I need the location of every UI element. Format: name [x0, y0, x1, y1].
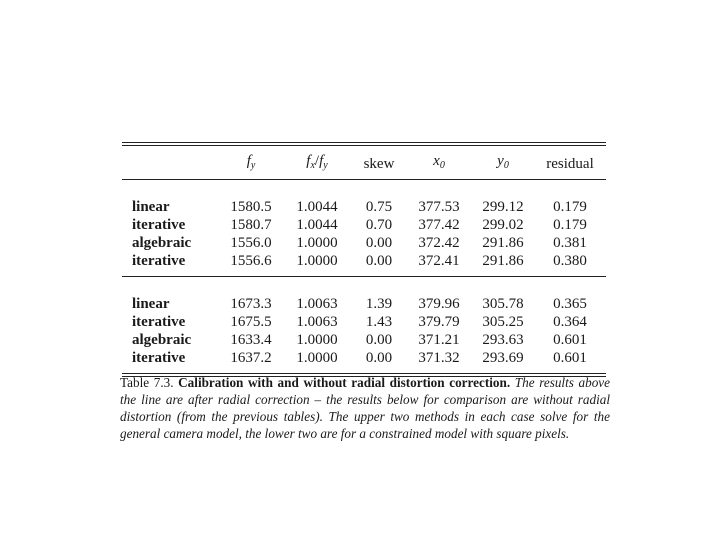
cell-fx-over-fy: 1.0000: [296, 350, 338, 366]
cell-fx-over-fy: 1.0000: [296, 332, 338, 348]
group-padding: [122, 180, 606, 198]
cell-fy: 1675.5: [230, 314, 272, 330]
data-table: [122, 146, 606, 179]
cell-x0: 379.96: [418, 296, 460, 312]
cell-fy: 1556.0: [230, 235, 272, 251]
cell-y0: 305.25: [482, 314, 524, 330]
caption-body: The results above the line are after radial correction – the results below for comparison are without radial distortion (from the previous tables). The upper two methods in each case solve for the general camera model, the lower two are for a constrained model with square pixels.: [120, 375, 610, 441]
header-skew: skew: [363, 155, 395, 172]
cell-method: iterative: [132, 350, 186, 366]
cell-fx-over-fy: 1.0000: [296, 253, 338, 269]
cell-residual: 0.601: [553, 332, 587, 348]
cell-x0: 371.21: [418, 332, 460, 348]
header-ratio-den: f: [319, 153, 324, 169]
cell-x0: 372.41: [418, 253, 460, 269]
cell-fx-over-fy: 1.0063: [296, 314, 338, 330]
header-y0: [472, 146, 534, 179]
cell-skew: 0.70: [365, 217, 393, 233]
table-row: [122, 295, 606, 313]
cell-fx-over-fy: 1.0044: [296, 217, 338, 233]
cell-residual: 0.179: [553, 217, 587, 233]
cell-residual: 0.179: [553, 199, 587, 215]
cell-fy: 1673.3: [230, 296, 272, 312]
header-residual: residual: [546, 155, 594, 172]
cell-y0: 305.78: [482, 296, 524, 312]
header-x0: [406, 146, 472, 179]
cell-x0: 371.32: [418, 350, 460, 366]
table-row: [122, 216, 606, 234]
header-ratio-num-sub: x: [310, 160, 315, 171]
data-table-group-1: [122, 180, 606, 270]
table-row: [122, 252, 606, 270]
cell-y0: 291.86: [482, 253, 524, 269]
cell-x0: 377.42: [418, 217, 460, 233]
header-fx-over-fy: [282, 146, 352, 179]
cell-skew: 0.00: [365, 235, 393, 251]
table-group-without-correction: [122, 277, 606, 367]
data-table-group-2: [122, 277, 606, 367]
cell-skew: 0.75: [365, 199, 393, 215]
header-ratio-sep: /: [314, 153, 320, 169]
cell-residual: 0.601: [553, 350, 587, 366]
cell-skew: 0.00: [365, 350, 393, 366]
cell-y0: 299.02: [482, 217, 524, 233]
cell-x0: 377.53: [418, 199, 460, 215]
cell-residual: 0.365: [553, 296, 587, 312]
table-row: [122, 198, 606, 216]
table-group-with-correction: [122, 180, 606, 270]
cell-residual: 0.364: [553, 314, 587, 330]
cell-method: algebraic: [132, 235, 192, 251]
header-method: [122, 146, 220, 179]
cell-method: linear: [132, 199, 170, 215]
header-row: [122, 146, 606, 179]
cell-y0: 299.12: [482, 199, 524, 215]
cell-skew: 0.00: [365, 253, 393, 269]
cell-x0: 379.79: [418, 314, 460, 330]
table-row: [122, 234, 606, 252]
cell-fy: 1633.4: [230, 332, 272, 348]
header-fy-symbol: f: [246, 153, 251, 169]
header-x0-symbol: x: [433, 153, 440, 169]
table-row: [122, 313, 606, 331]
cell-method: algebraic: [132, 332, 192, 348]
header-y0-symbol: y: [497, 153, 504, 169]
group-padding-cell: [122, 277, 606, 295]
caption-label: Table 7.3.: [120, 375, 174, 390]
cell-fx-over-fy: 1.0044: [296, 199, 338, 215]
header-ratio-den-sub: y: [323, 160, 328, 171]
table-row: [122, 331, 606, 349]
calibration-table: [122, 142, 606, 377]
cell-fy: 1580.5: [230, 199, 272, 215]
table-row: [122, 349, 606, 367]
cell-skew: 1.39: [365, 296, 393, 312]
cell-method: iterative: [132, 217, 186, 233]
cell-method: linear: [132, 296, 170, 312]
cell-y0: 293.69: [482, 350, 524, 366]
cell-skew: 1.43: [365, 314, 393, 330]
cell-method: iterative: [132, 253, 186, 269]
cell-fy: 1580.7: [230, 217, 272, 233]
group-padding-cell: [122, 180, 606, 198]
cell-fy: 1637.2: [230, 350, 272, 366]
cell-fx-over-fy: 1.0000: [296, 235, 338, 251]
caption-title: Calibration with and without radial distortion correction.: [178, 375, 511, 390]
header-fy-sub: y: [250, 160, 256, 171]
cell-fy: 1556.6: [230, 253, 272, 269]
cell-method: iterative: [132, 314, 186, 330]
cell-residual: 0.380: [553, 253, 587, 269]
cell-y0: 291.86: [482, 235, 524, 251]
table-caption: [120, 374, 610, 442]
header-x0-sub: 0: [439, 160, 445, 171]
cell-residual: 0.381: [553, 235, 587, 251]
cell-skew: 0.00: [365, 332, 393, 348]
header-y0-sub: 0: [503, 160, 509, 171]
cell-x0: 372.42: [418, 235, 460, 251]
cell-fx-over-fy: 1.0063: [296, 296, 338, 312]
cell-y0: 293.63: [482, 332, 524, 348]
group-padding: [122, 277, 606, 295]
header-fy: [220, 146, 282, 179]
header-ratio-num: f: [306, 153, 311, 169]
